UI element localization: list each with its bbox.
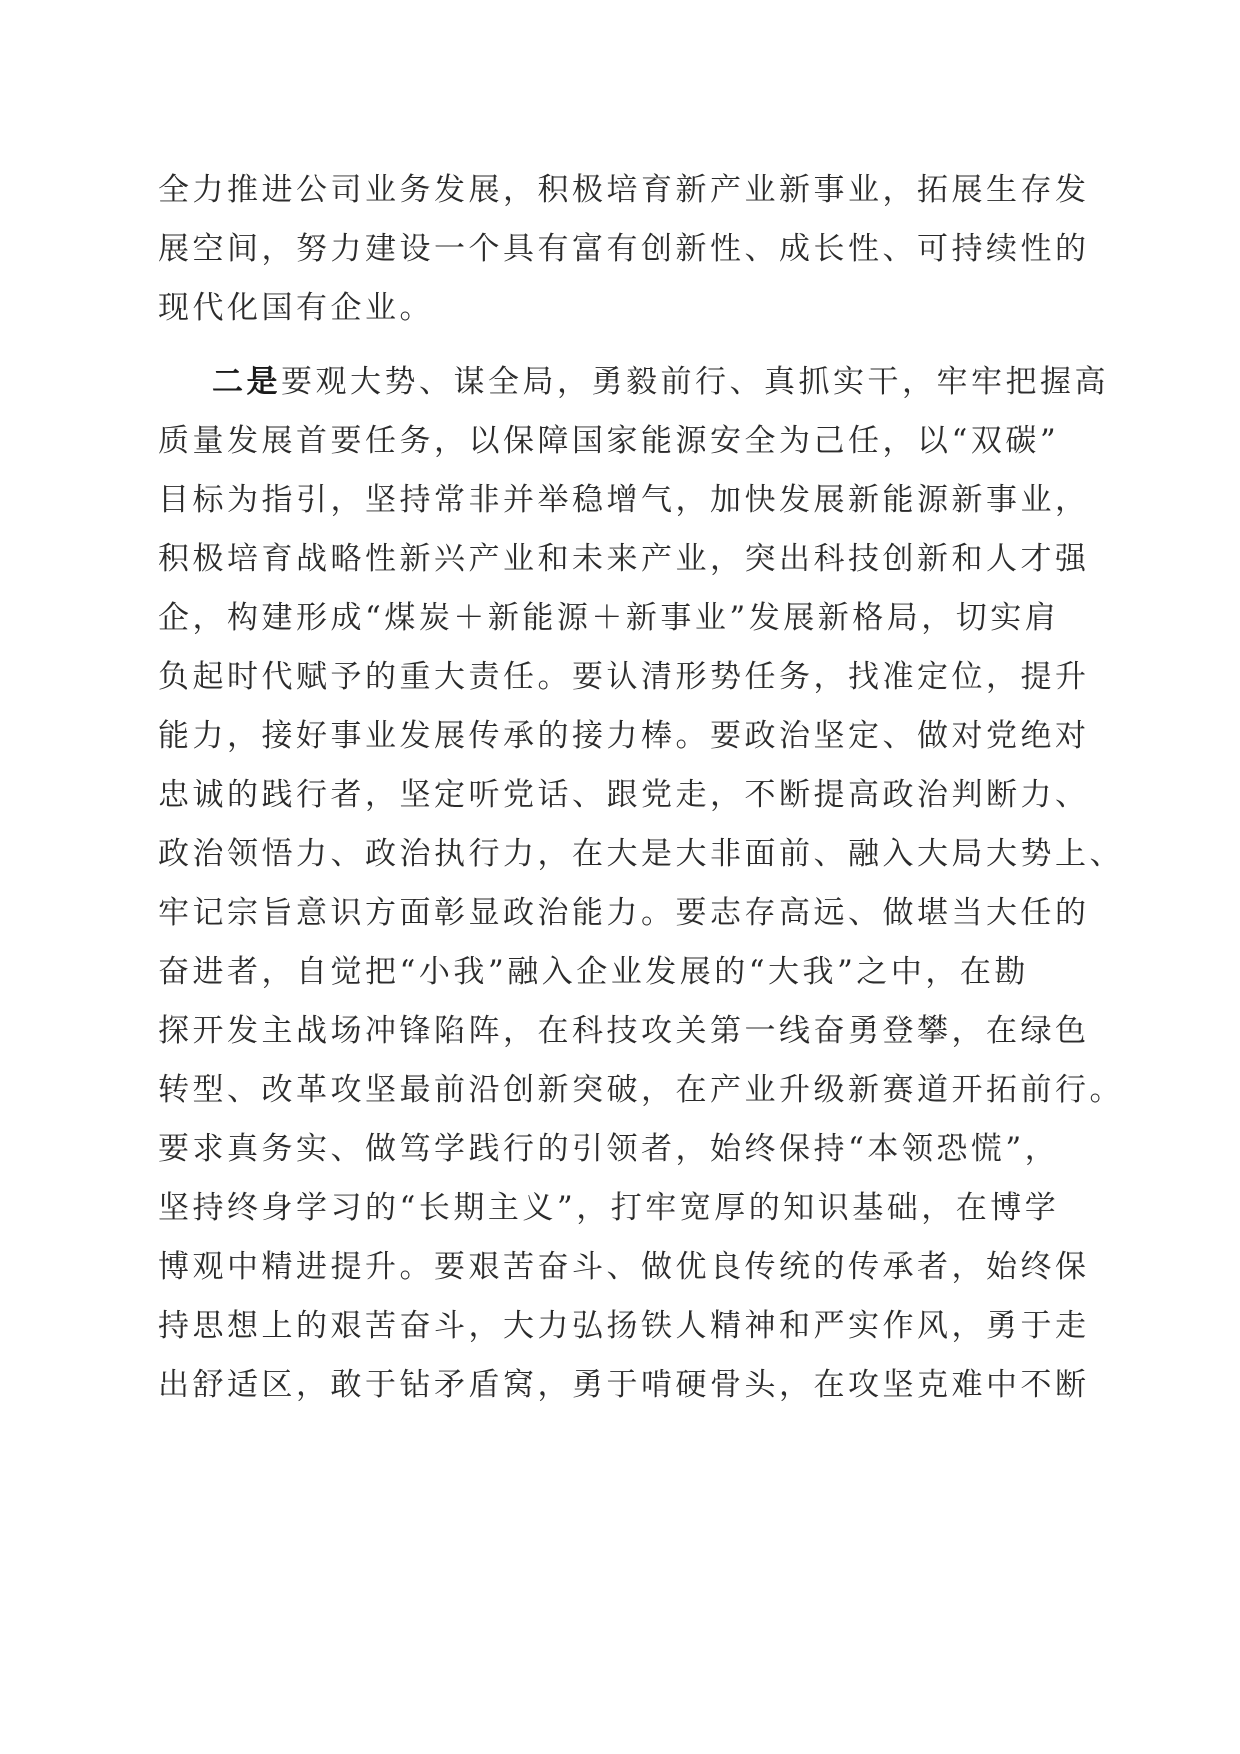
paragraph-1-line-1: 全力推进公司业务发展，积极培育新产业新事业，拓展生存发 [158, 172, 1090, 208]
paragraph-2-line-16: 博观中精进提升。要艰苦奋斗、做优良传统的传承者，始终保 [158, 1249, 1090, 1285]
paragraph-2-lead: 二是 [212, 364, 281, 400]
paragraph-2-line-1 [212, 362, 1109, 402]
paragraph-2-line-1-text: 要观大势、谋全局，勇毅前行、真抓实干，牢牢把握高 [281, 364, 1109, 400]
paragraph-2-line-3: 目标为指引，坚持常非并举稳增气，加快发展新能源新事业， [158, 482, 1090, 518]
paragraph-2-line-6: 负起时代赋予的重大责任。要认清形势任务，找准定位，提升 [158, 659, 1090, 695]
paragraph-2-line-8: 忠诚的践行者，坚定听党话、跟党走，不断提高政治判断力、 [158, 777, 1090, 813]
paragraph-2-line-12: 探开发主战场冲锋陷阵，在科技攻关第一线奋勇登攀，在绿色 [158, 1013, 1090, 1049]
paragraph-2-line-9: 政治领悟力、政治执行力，在大是大非面前、融入大局大势上、 [158, 836, 1124, 872]
paragraph-2-line-11: 奋进者，自觉把“小我”融入企业发展的“大我”之中，在勘 [158, 954, 1029, 990]
paragraph-1-line-3: 现代化国有企业。 [158, 290, 434, 326]
paragraph-2-line-4: 积极培育战略性新兴产业和未来产业，突出科技创新和人才强 [158, 541, 1090, 577]
paragraph-1-line-2: 展空间，努力建设一个具有富有创新性、成长性、可持续性的 [158, 231, 1090, 267]
paragraph-2-line-14: 要求真务实、做笃学践行的引领者，始终保持“本领恐慌”， [158, 1131, 1060, 1167]
paragraph-2-line-15: 坚持终身学习的“长期主义”，打牢宽厚的知识基础，在博学 [158, 1190, 1060, 1226]
paragraph-2-line-2: 质量发展首要任务，以保障国家能源安全为己任，以“双碳” [158, 423, 1060, 459]
paragraph-2-line-7: 能力，接好事业发展传承的接力棒。要政治坚定、做对党绝对 [158, 718, 1090, 754]
paragraph-2-line-5: 企，构建形成“煤炭＋新能源＋新事业”发展新格局，切实肩 [158, 600, 1060, 636]
paragraph-2-line-10: 牢记宗旨意识方面彰显政治能力。要志存高远、做堪当大任的 [158, 895, 1090, 931]
paragraph-2-line-17: 持思想上的艰苦奋斗，大力弘扬铁人精神和严实作风，勇于走 [158, 1308, 1090, 1344]
paragraph-2-line-18: 出舒适区，敢于钻矛盾窝，勇于啃硬骨头，在攻坚克难中不断 [158, 1367, 1090, 1403]
paragraph-2-line-13: 转型、改革攻坚最前沿创新突破，在产业升级新赛道开拓前行。 [158, 1072, 1124, 1108]
